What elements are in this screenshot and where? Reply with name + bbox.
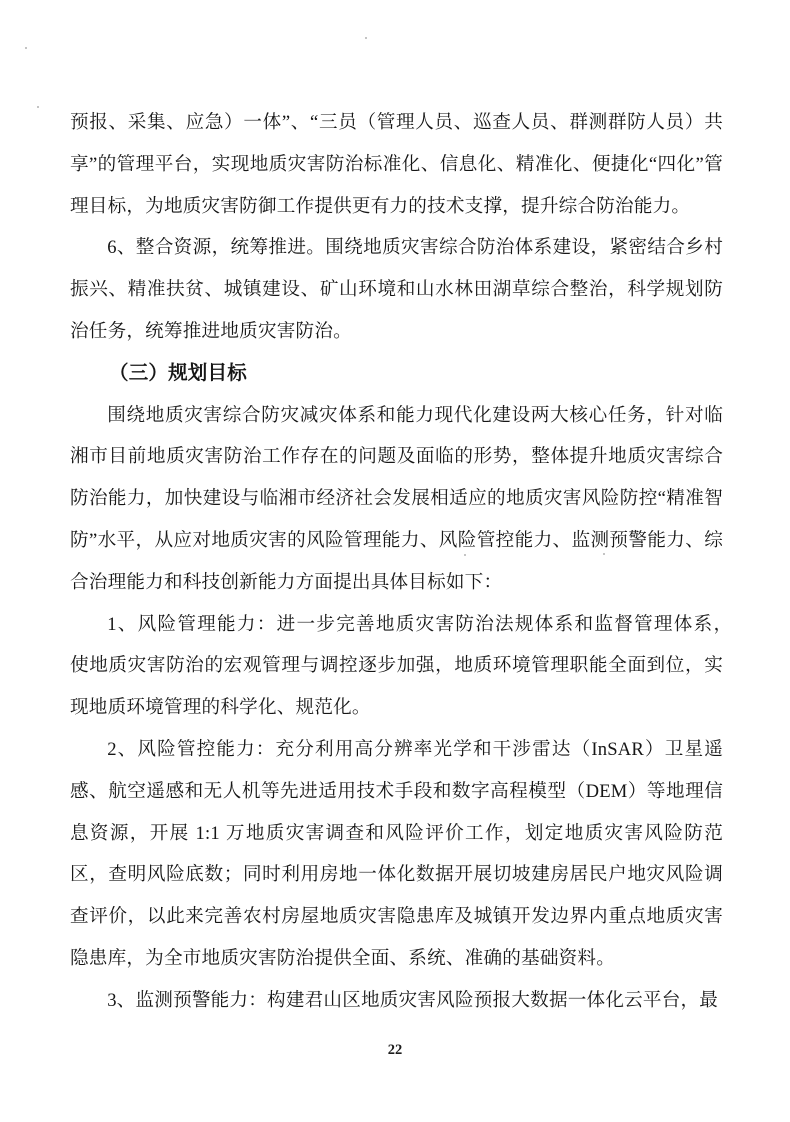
paragraph: 1、风险管理能力：进一步完善地质灾害防治法规体系和监督管理体系， 使地质灾害防治的宏观管理与调控逐步加强，地质环境管理职能全面到位，实现地质环境管理的科学化、规范化。 (70, 613, 742, 719)
scan-speck (365, 37, 367, 39)
page-number: 22 (387, 1042, 403, 1058)
scan-speck (25, 47, 27, 49)
paragraph: 3、监测预警能力：构建君山区地质灾害风险预报大数据一体化云平台，最 (107, 989, 719, 1011)
paragraph: 2、风险管控能力：充分利用高分辨率光学和干涉雷达（InSAR）卫星遥感、航空遥感和无人机等先进适用技术手段和数字高程模型（DEM）等地理信息资源，开展 1:1 万地质灾害调查和风险评价工作，划定地质灾害风险防范区，查明风险底数；同时利用房地一体化数据开展切坡建房居民户地灾风险调查评价，以此来完善农村房屋地质灾害隐患库及城镇开发边界内重点地质灾害隐患库，为全市地质灾害防治提供全面、系统、准确的基础资料。 (70, 738, 723, 969)
paragraph: 围绕地质灾害综合防灾减灾体系和能力现代化建设两大核心任务，针对临湘市目前地质灾害防治工作存在的问题及面临的形势，整体提升地质灾害综合防治能力，加快建设与临湘市经济社会发展相适应的地质灾害风险防控“精准智防”水平，从应对地质灾害的风险管理能力、风险管控能力、监测预警能力、综合治理能力和科技创新能力方面提出具体目标如下： (70, 404, 723, 593)
paragraph: 6、整合资源，统筹推进。围绕地质灾害综合防治体系建设，紧密结合乡村振兴、精准扶贫、城镇建设、矿山环境和山水林田湖草综合整治，科学规划防治任务，统筹推进地质灾害防治。 (70, 237, 723, 342)
section-heading: （三）规划目标 (109, 362, 247, 384)
document-body (70, 102, 742, 1022)
paragraph: 预报、采集、应急）一体”、“三员（管理人员、巡查人员、群测群防人员）共享”的管理平台，实现地质灾害防治标准化、信息化、精准化、便捷化“四化”管理目标，为地质灾害防御工作提供更有力的技术支撑，提升综合防治能力。 (70, 112, 723, 217)
scan-speck (37, 106, 39, 108)
